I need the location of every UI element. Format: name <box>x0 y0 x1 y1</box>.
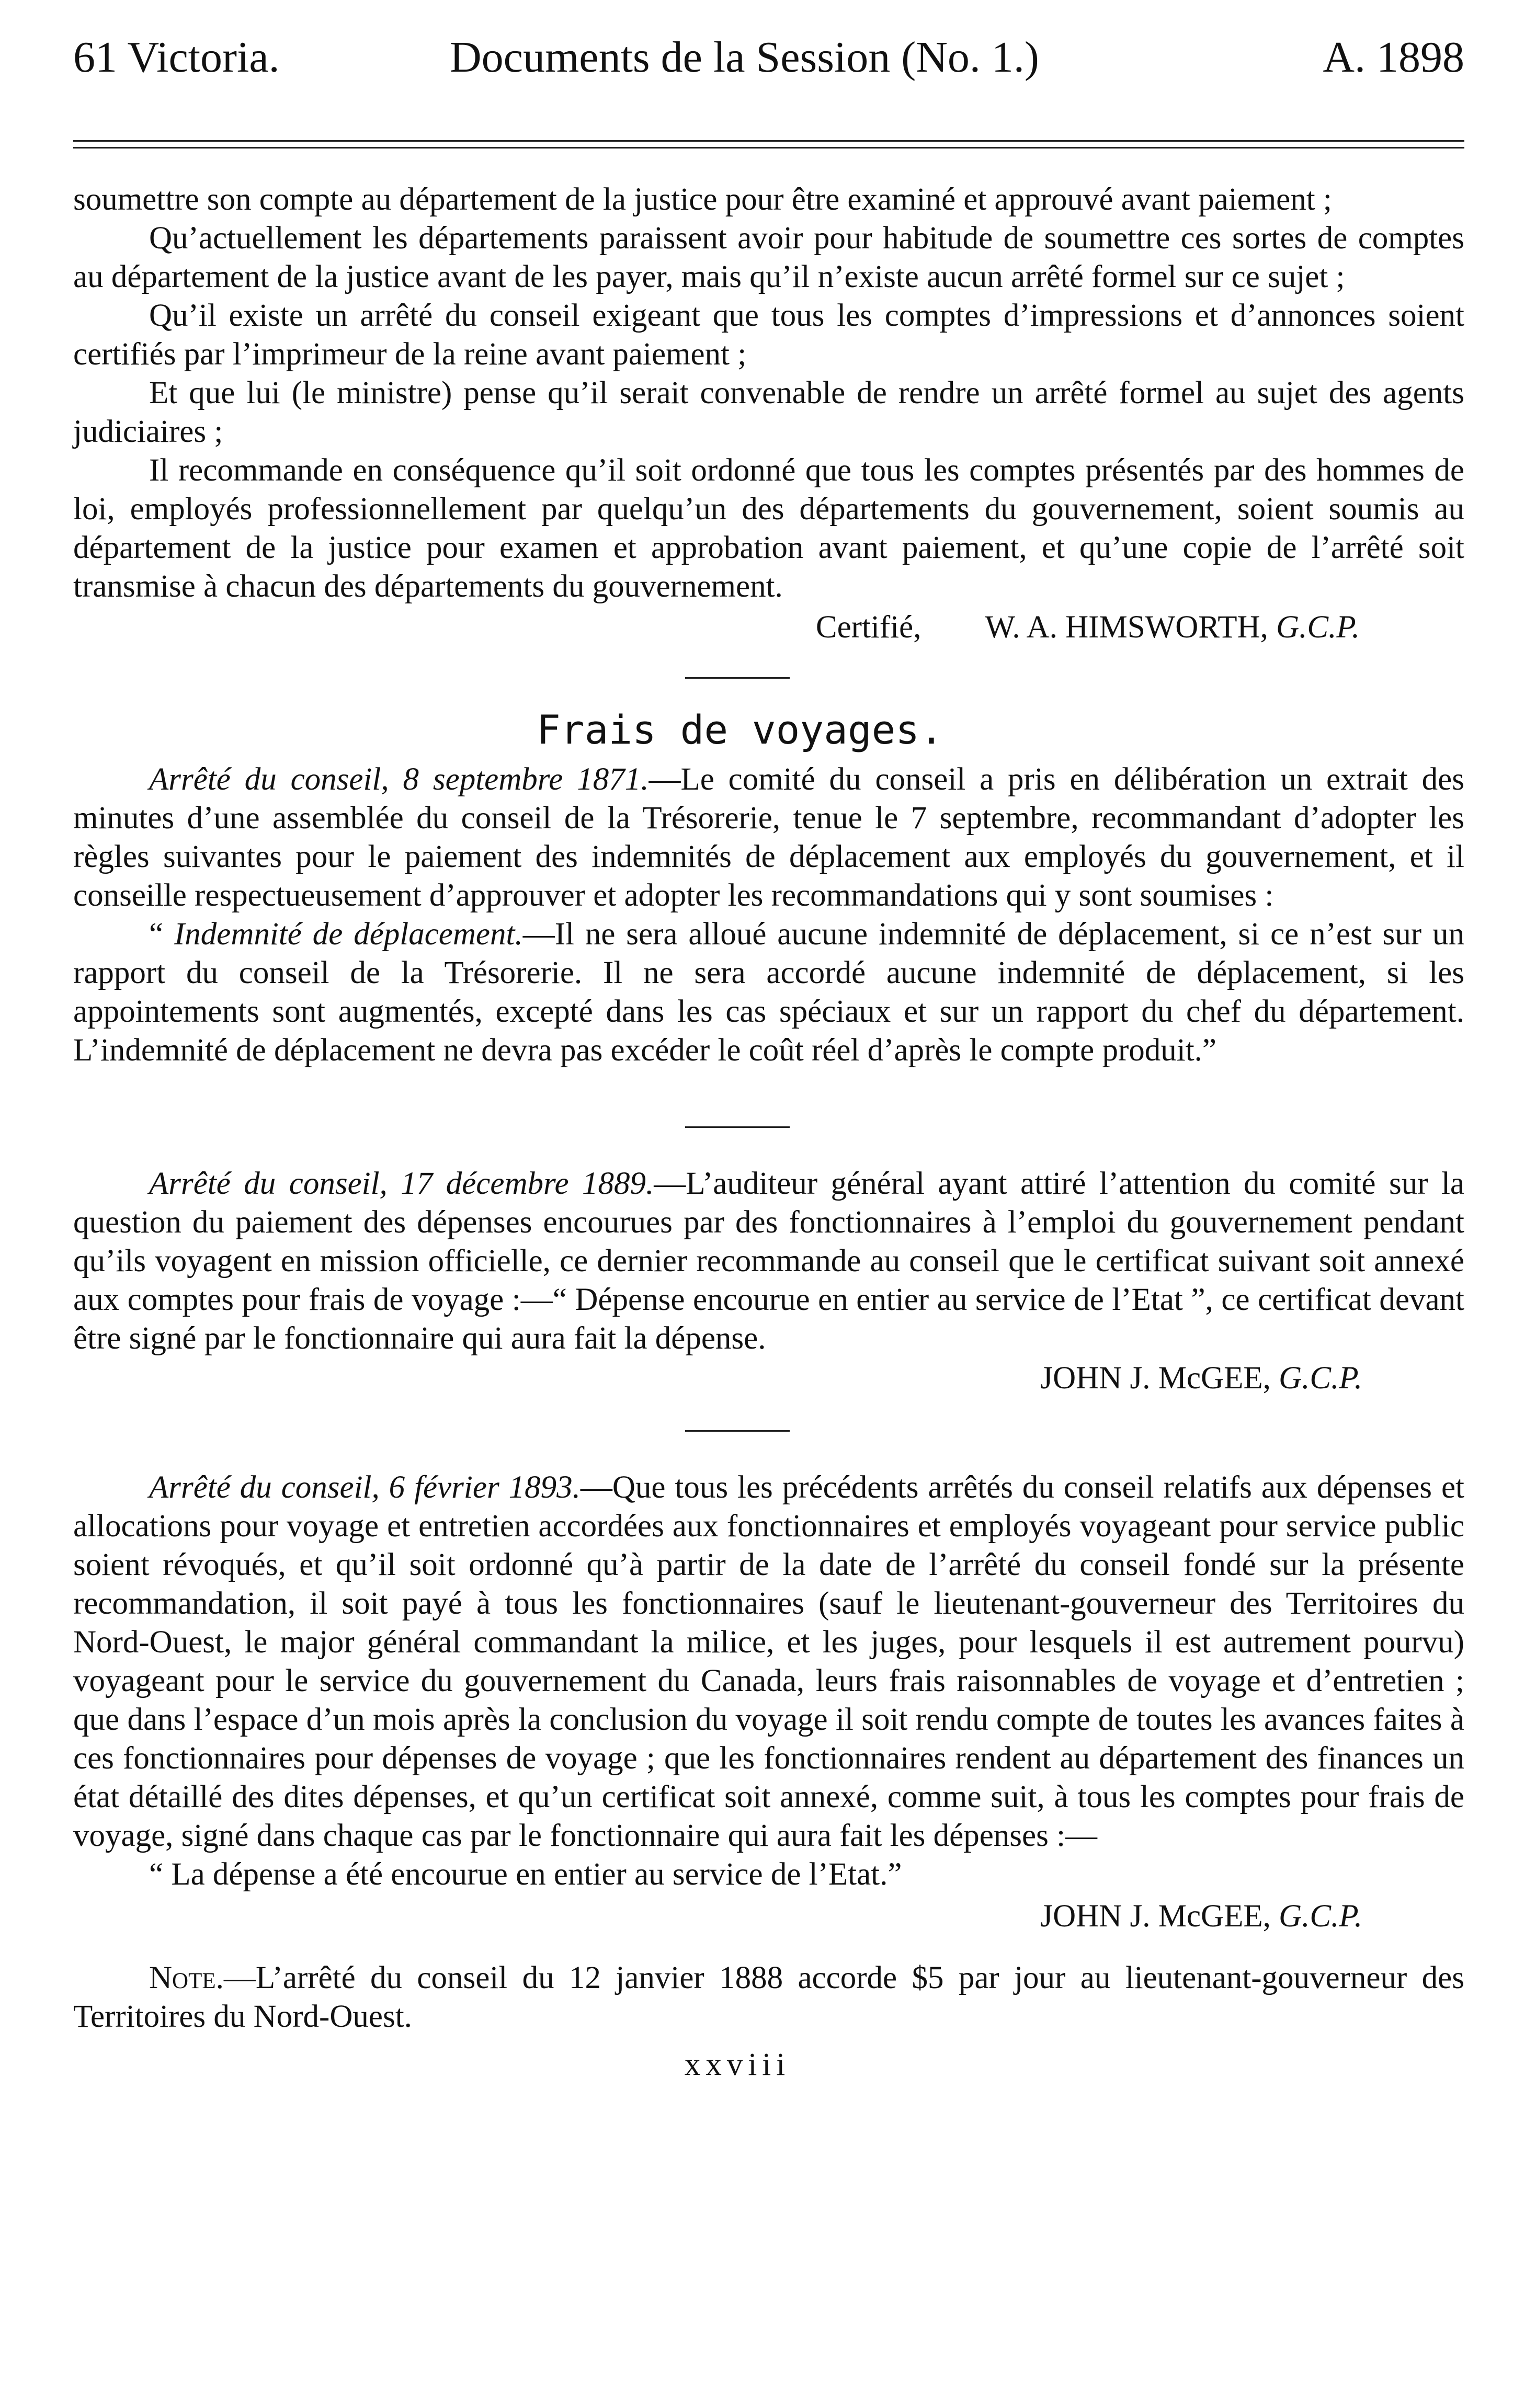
signatory-title: G.C.P. <box>1279 1899 1362 1934</box>
note-label: Note. <box>149 1960 224 1995</box>
arrete-text: —L’auditeur général ayant attiré l’attention du comité sur la question du paiement des dépenses encourues par des fonctionnaires à l’emploi du gouvernement pendant qu’ils voyagent en mission officielle, ce dernier recommande au conseil que le certificat suivant soit annexé aux comptes pour frais de voyage :—“ Dépense encourue en entier au service de l’Etat ”, ce certificat devant être signé par le fonctionnaire qui aura fait la dépense. <box>73 1166 1464 1356</box>
arrete-1871-quote <box>73 915 1464 1070</box>
page-body <box>73 180 1464 2084</box>
paragraph: Qu’actuellement les départements paraissent avoir pour habitude de soumettre ces sortes de comptes au département de la justice avant de les payer, mais qu’il n’existe aucun arrêté formel sur ce sujet ; <box>73 221 1464 294</box>
signatory-title: G.C.P. <box>1276 610 1360 645</box>
paragraph: Qu’il existe un arrêté du conseil exigeant que tous les comptes d’impressions et d’annonces soient certifiés par l’imprimeur de la reine avant paiement ; <box>73 298 1464 372</box>
section-divider <box>685 1430 790 1432</box>
section-divider <box>685 1126 790 1128</box>
arrete-date: Arrêté du conseil, 6 février 1893. <box>149 1470 581 1505</box>
note-text: —L’arrêté du conseil du 12 janvier 1888 accorde $5 par jour au lieutenant-gouverneur des Territoires du Nord-Ouest. <box>73 1960 1464 2034</box>
signatory-name: JOHN J. McGEE, <box>1040 1361 1271 1396</box>
running-header <box>73 29 1464 92</box>
quote-open: “ <box>149 917 174 952</box>
signature-himsworth <box>73 608 1464 647</box>
arrete-1889 <box>73 1165 1464 1358</box>
header-year: A. 1898 <box>1323 33 1464 82</box>
certified-label: Certifié, <box>815 610 921 645</box>
arrete-1893-quote: “ La dépense a été encourue en entier au service de l’Etat.” <box>149 1857 902 1892</box>
arrete-1893 <box>73 1468 1464 1855</box>
header-title: Documents de la Session (No. 1.) <box>450 33 1039 82</box>
arrete-date: Arrêté du conseil, 8 septembre 1871. <box>149 762 649 797</box>
arrete-text: —Le comité du conseil a pris en délibération un extrait des minutes d’une assemblée du conseil de la Trésorerie, tenue le 7 septembre, recommandant d’adopter les règles suivantes pour le paiement des indemnités de déplacement aux employés du gouvernement, et il conseille respectueusement d’approuver et adopter les recommandations qui y sont soumises : <box>73 762 1464 913</box>
arrete-text: —Que tous les précédents arrêtés du conseil relatifs aux dépenses et allocations pour voyage et entretien accordées aux fonctionnaires et employés voyageant pour service public soient révoqués, et qu’il soit ordonné qu’à partir de la date de l’arrêté du conseil fondé sur la présente recommandation, il soit payé à tous les fonctionnaires (sauf le lieutenant-gouverneur des Territoires du Nord-Ouest, le major général commandant la milice, et les juges, pour lesquels il est autrement pourvu) voyageant pour le service du gouvernement du Canada, leurs frais raisonnables de voyage et d’entretien ; que dans l’espace d’un mois après la conclusion du voyage il soit rendu compte de toutes les avances faites à ces fonctionnaires pour dépenses de voyage ; que les fonctionnaires rendent au département des finances un état détaillé des dites dépenses, et qu’un certificat soit annexé, comme suit, à tous les comptes pour frais de voyage, signé dans chaque cas par le fonctionnaire qui aura fait les dépenses :— <box>73 1470 1464 1853</box>
arrete-date: Arrêté du conseil, 17 décembre 1889. <box>149 1166 654 1201</box>
header-double-rule <box>73 140 1464 149</box>
signatory-name: W. A. HIMSWORTH, <box>985 610 1268 645</box>
signatory-title: G.C.P. <box>1279 1361 1362 1396</box>
paragraph: soumettre son compte au département de la justice pour être examiné et approuvé avant paiement ; <box>73 182 1332 217</box>
header-session-year: 61 Victoria. <box>73 33 280 82</box>
section-title: Frais de voyages. <box>537 706 943 753</box>
signature-mcgee-1889 <box>73 1359 1464 1398</box>
page-number: xxviii <box>684 2047 791 2082</box>
quote-title: Indemnité de déplacement. <box>174 917 523 952</box>
signatory-name: JOHN J. McGEE, <box>1040 1899 1271 1934</box>
arrete-1871 <box>73 760 1464 915</box>
quote-text: —Il ne sera alloué aucune indemnité de déplacement, si ce n’est sur un rapport du conseil de la Trésorerie. Il ne sera accordé aucune indemnité de déplacement, si les appointements sont augmentés, excepté dans les cas spéciaux et sur un rapport du chef du département. L’indemnité de déplacement ne devra pas excéder le coût réel d’après le compte produit.” <box>73 917 1464 1068</box>
note-paragraph <box>73 1959 1464 2036</box>
paragraph: Et que lui (le ministre) pense qu’il serait convenable de rendre un arrêté formel au sujet des agents judiciaires ; <box>73 375 1464 449</box>
paragraph: Il recommande en conséquence qu’il soit ordonné que tous les comptes présentés par des hommes de loi, employés professionnellement par quelqu’un des départements du gouvernement, soient soumis au département de la justice pour examen et approbation avant paiement, et qu’une copie de l’arrêté soit transmise à chacun des départements du gouvernement. <box>73 453 1464 604</box>
section-divider <box>685 677 790 679</box>
signature-mcgee-1893 <box>73 1897 1464 1936</box>
